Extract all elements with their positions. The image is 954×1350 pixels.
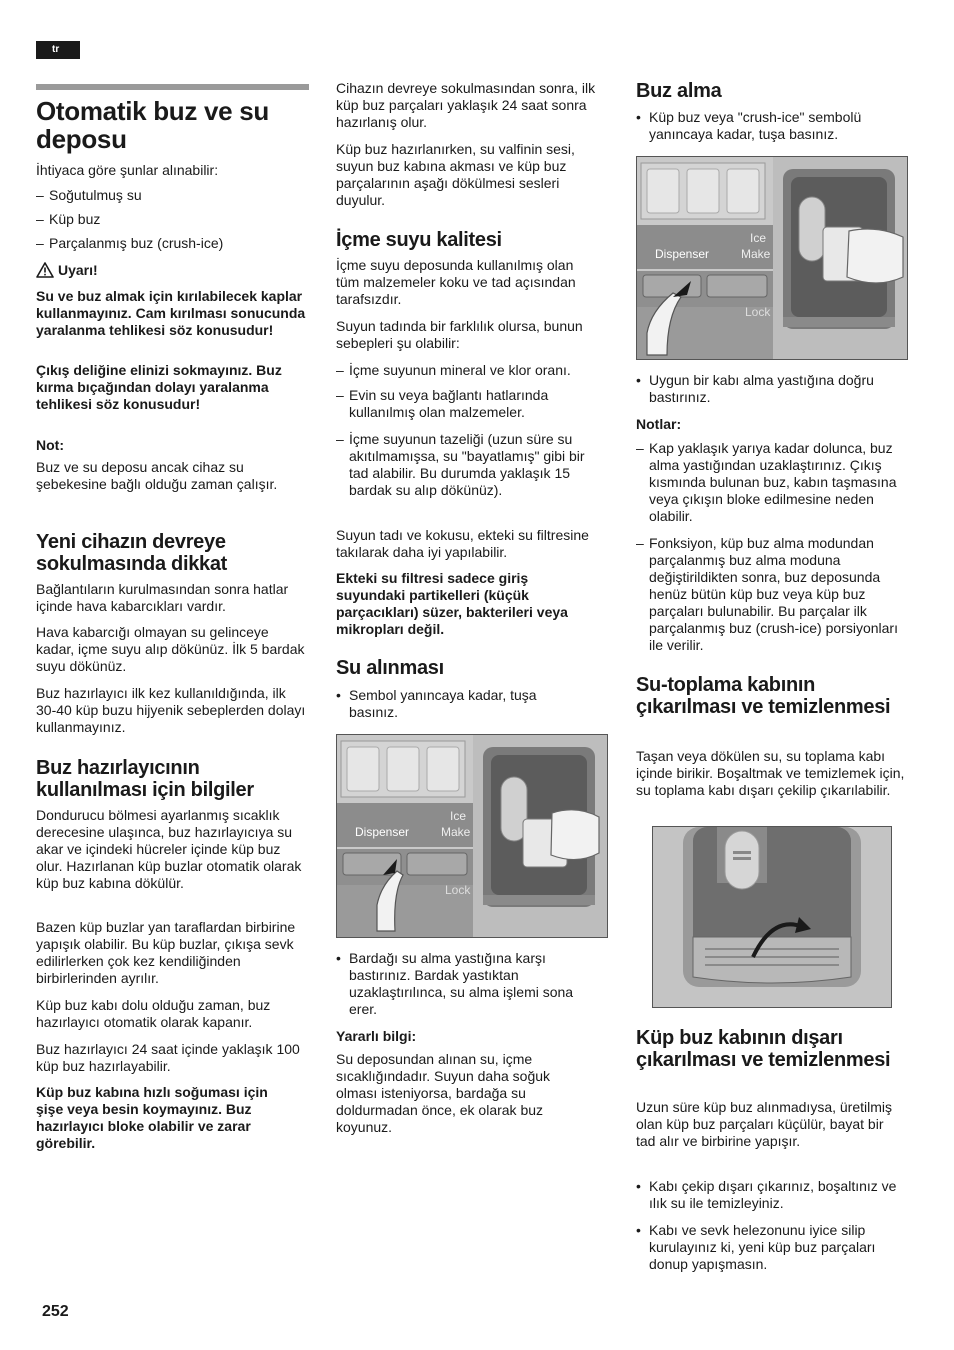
note-label: Not: [36, 437, 64, 453]
paragraph: Dondurucu bölmesi ayarlanmış sıcaklık derecesine ulaşınca, buz hazırlayıcıya su akar ve içindeki hücreler içinde küp buz olur. Hazırlanan küp buzlar otomatik olarak küp buz kabına dökülür. [36, 807, 302, 891]
list-item: • Bardağı su alma yastığına karşı bastırınız. Bardak yastıktan uzaklaştırılınca, su alma işlemi sona erer. [336, 950, 586, 1018]
water-dispenser-illustration [336, 734, 608, 938]
dispenser-label: Dispenser [655, 247, 710, 261]
ice-dispenser-illustration [636, 156, 908, 360]
dispenser-label: Dispenser [355, 825, 410, 839]
section-heading: Su-toplama kabının çıkarılması ve temizlenmesi [636, 674, 891, 718]
section-heading: Su alınması [336, 657, 444, 679]
lock-label: Lock [745, 305, 771, 319]
list-item: – İçme suyunun mineral ve klor oranı. [336, 362, 608, 379]
list-item: • Sembol yanıncaya kadar, tuşa basınız. [336, 687, 586, 721]
list-item: – Evin su veya bağlantı hatlarında kullanılmış olan malzemeler. [336, 387, 586, 421]
paragraph: Bağlantıların kurulmasından sonra hatlar içinde hava kabarcıkları vardır. [36, 581, 289, 614]
ice-label: Ice [450, 809, 467, 823]
paragraph: Bazen küp buzlar yan taraflardan birbirine yapışık olabilir. Bu küp buzlar, çıkışa sevk edilirlerken çok kez kendiliğinden birbirlerinden ayrılır. [36, 919, 296, 986]
ice-maker-label: Make [741, 247, 771, 261]
list-item: • Küp buz veya "crush-ice" sembolü yanıncaya kadar, tuşa basınız. [636, 109, 902, 143]
language-tag: tr [36, 41, 80, 59]
paragraph: Buz hazırlayıcı ilk kez kullanıldığında, ilk 30-40 küp buzu hijyenik sebeplerden dolayı kullanmayınız. [36, 685, 306, 735]
ice-maker-label: Make [441, 825, 471, 839]
drip-tray-illustration [652, 826, 892, 1008]
paragraph: Cihazın devreye sokulmasından sonra, ilk küp buz parçaları yaklaşık 24 saat sonra hazırlanış olur. [336, 80, 596, 130]
paragraph: Suyun tadı ve kokusu, ekteki su filtresine takılarak daha iyi yapılabilir. [336, 527, 589, 560]
paragraph: Uzun süre küp buz alınmadıysa, üretilmiş olan küp buz parçaları küçülür, bayat bir tad alır ve birbirine yapışır. [636, 1099, 892, 1149]
paragraph: Taşan veya dökülen su, su toplama kabı içinde birikir. Boşaltmak ve temizlemek için, su toplama kabı dışarı çekilip çıkarılabilir. [636, 748, 905, 798]
list-item: – Küp buz [36, 211, 310, 228]
section-heading: Küp buz kabının dışarı çıkarılması ve temizlenmesi [636, 1027, 891, 1071]
intro-text: İhtiyaca göre şunlar alınabilir: [36, 162, 219, 178]
paragraph: İçme suyu deposunda kullanılmış olan tüm malzemeler koku ve tad açısından tarafsızdır. [336, 257, 576, 307]
lock-label: Lock [445, 883, 471, 897]
page-title: Otomatik buz ve su deposu [36, 96, 269, 154]
section-heading: Buz hazırlayıcının kullanılması için bilgiler [36, 757, 254, 801]
tip-text: Su deposundan alınan su, içme sıcaklığındadır. Suyun daha soğuk olması isteniyorsa, bardağa su doldurmadan önce, ek olarak buz koyunuz. [336, 1051, 551, 1135]
list-item: • Kabı çekip dışarı çıkarınız, boşaltınız ve ılık su ile temizleyiniz. [636, 1178, 912, 1212]
section-heading: Buz alma [636, 80, 722, 102]
list-item: – Parçalanmış buz (crush-ice) [36, 235, 310, 252]
paragraph: Suyun tadında bir farklılık olursa, bunun sebepleri şu olabilir: [336, 318, 583, 351]
paragraph: Buz hazırlayıcı 24 saat içinde yaklaşık 100 küp buz hazırlayabilir. [36, 1041, 300, 1074]
list-item: • Uygun bir kabı alma yastığına doğru bastırınız. [636, 372, 912, 406]
info-text: Ekteki su filtresi sadece giriş suyundaki partikelleri (küçük parçacıkları) süzer, bakterileri veya mikropları değil. [336, 570, 568, 637]
title-rule [36, 84, 309, 90]
warning-triangle-icon [36, 262, 54, 278]
tip-label: Yararlı bilgi: [336, 1028, 417, 1044]
list-item: – Fonksiyon, küp buz alma modundan parçalanmış buz alma moduna değiştirildikten sonra, buz deposunda henüz bütün küp buz veya küp buz parçaları bulunabilir. Bu parçalar ilk parçalanmış buz (crush-ice) porsiyonları ile verilir. [636, 535, 912, 654]
warning-text: Çıkış deliğine elinizi sokmayınız. Buz kırma bıçağından dolayı yaralanma tehlikesi söz konusudur! [36, 362, 282, 412]
notes-label: Notlar: [636, 416, 682, 432]
warning-label: Uyarı! [58, 262, 98, 278]
page-number: 252 [42, 1303, 69, 1320]
section-heading: İçme suyu kalitesi [336, 229, 502, 251]
paragraph: Küp buz hazırlanırken, su valfinin sesi, suyun buz kabına akması ve küp buz parçalarının aşağı dökülmesi sesleri duyulur. [336, 141, 575, 208]
list-item: – Soğutulmuş su [36, 187, 310, 204]
warning-heading [36, 262, 310, 279]
note-text: Buz ve su deposu ancak cihaz su şebekesine bağlı olduğu zaman çalışır. [36, 459, 278, 492]
section-heading: Yeni cihazın devreye sokulmasında dikkat [36, 531, 228, 575]
ice-label: Ice [750, 231, 767, 245]
paragraph: Hava kabarcığı olmayan su gelinceye kadar, içme suyu alıp dökünüz. İlk 5 bardak suyu dökünüz. [36, 624, 305, 674]
list-item: – Kap yaklaşık yarıya kadar dolunca, buz alma yastığından uzaklaştırınız. Çıkış kısmında bulunan buz, kabın taşmasına veya çıkışın bloke edilmesine neden olabilir. [636, 440, 912, 525]
list-item: – İçme suyunun tazeliği (uzun süre su akıtılmamışsa, su "bayatlamış" gibi bir tad alabilir. Bu durumda yaklaşık 15 bardak su alıp dökünüz). [336, 431, 600, 499]
paragraph: Küp buz kabı dolu olduğu zaman, buz hazırlayıcı otomatik olarak kapanır. [36, 997, 271, 1030]
list-item: • Kabı ve sevk helezonunu iyice silip kurulayınız ki, yeni küp buz parçaları donup yapışmasın. [636, 1222, 912, 1273]
warning-text: Su ve buz almak için kırılabilecek kaplar kullanmayınız. Cam kırılması sonucunda yaralanma tehlikesi söz konusudur! [36, 288, 306, 338]
warning-text: Küp buz kabına hızlı soğuması için şişe veya besin koymayınız. Buz hazırlayıcı bloke olabilir ve zarar görebilir. [36, 1084, 268, 1151]
